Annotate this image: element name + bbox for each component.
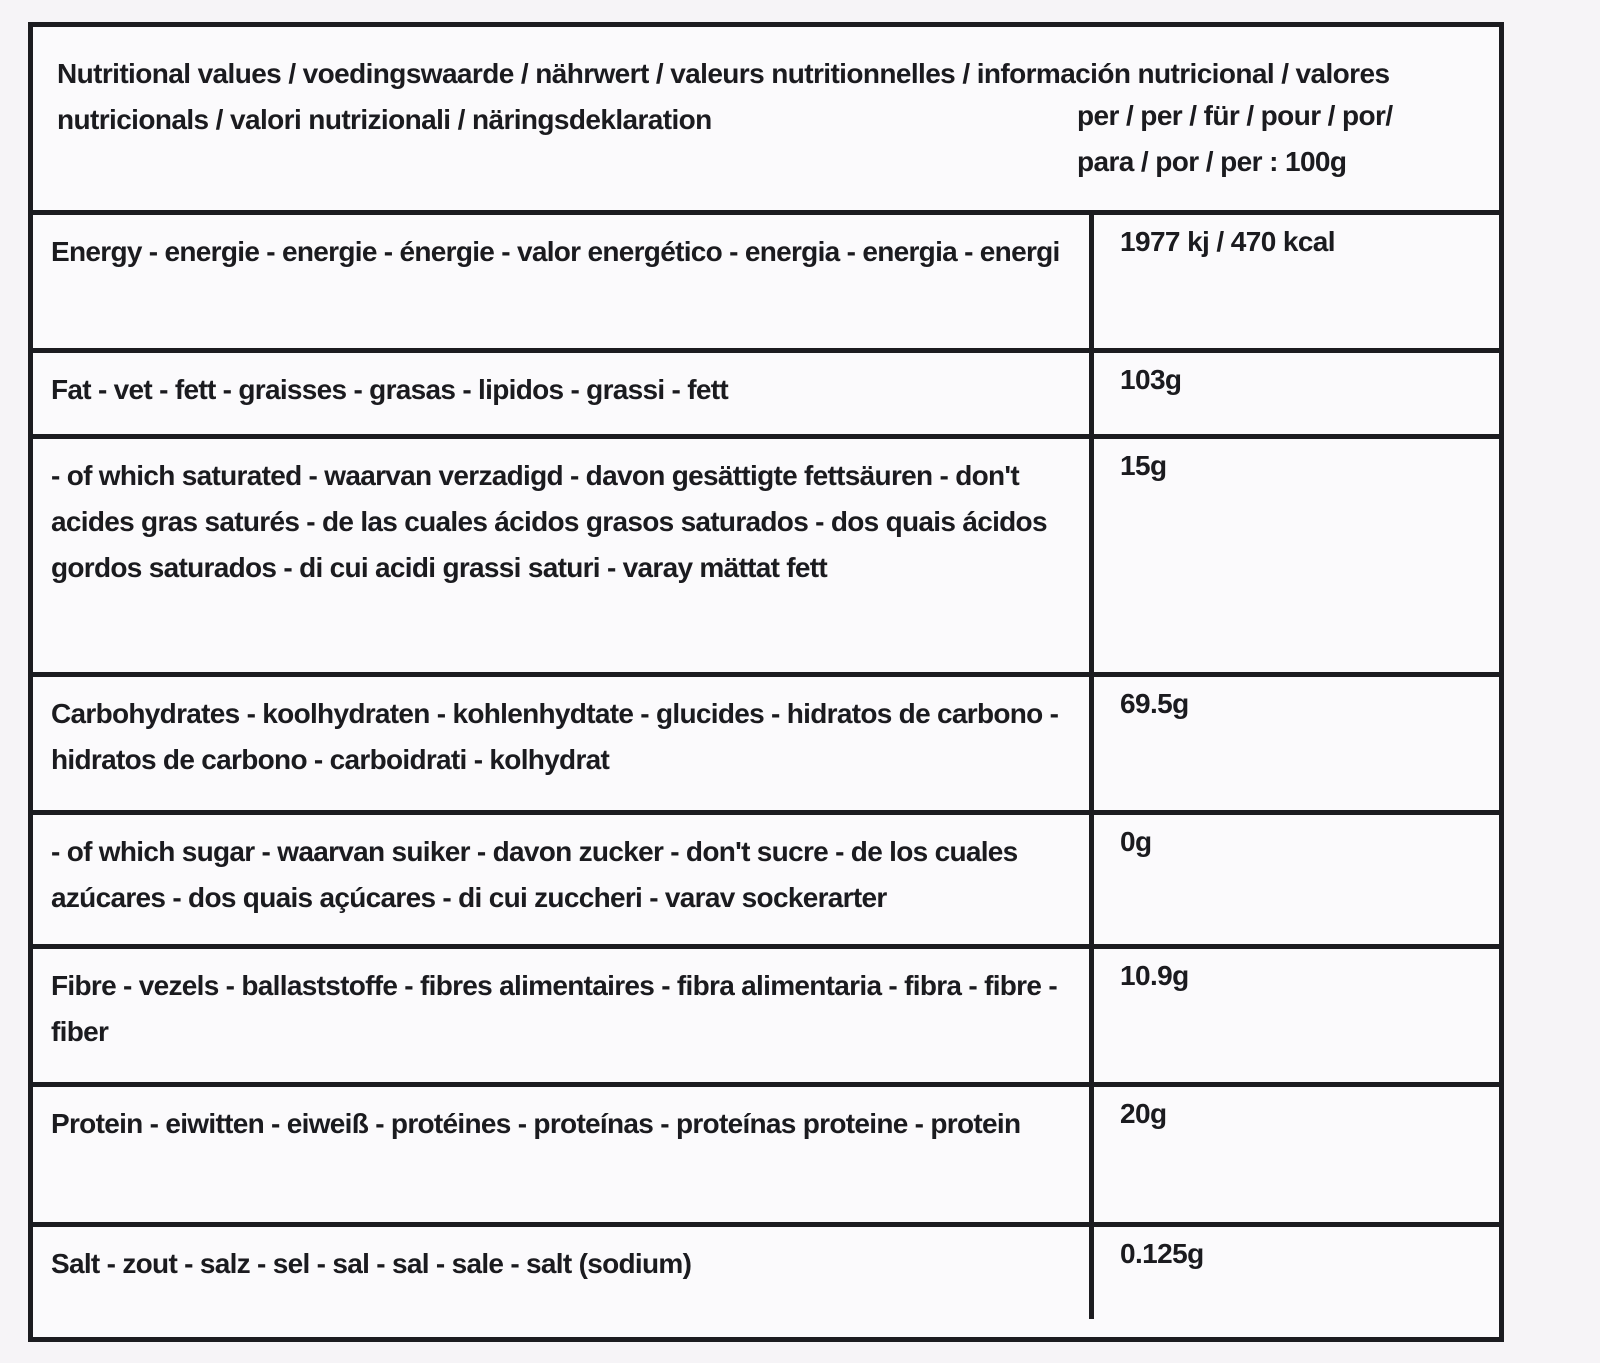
nutrient-name: - of which saturated - waarvan verzadigd - davon gesättigte fettsäuren - don't acides gras saturés - de las cuales ácidos grasos saturados - dos quais ácidos gordos saturados - di cui acidi grassi saturi - varay mättat fett bbox=[33, 439, 1094, 672]
nutrient-value: 0g bbox=[1120, 826, 1152, 857]
table-row-energy bbox=[33, 215, 1499, 353]
nutrient-value: 0.125g bbox=[1120, 1238, 1204, 1269]
nutrient-name: Fibre - vezels - ballaststoffe - fibres alimentaires - fibra alimentaria - fibra - fibre - fiber bbox=[33, 949, 1094, 1082]
table-header bbox=[33, 27, 1499, 215]
nutrient-name: Fat - vet - fett - graisses - grasas - lipidos - grassi - fett bbox=[33, 353, 1094, 434]
nutrient-name: - of which sugar - waarvan suiker - davon zucker - don't sucre - de los cuales azúcares - dos quais açúcares - di cui zuccheri - varav sockerarter bbox=[33, 815, 1094, 944]
header-per-100g: per / per / für / pour / por/ para / por / per : 100g bbox=[1077, 100, 1393, 177]
nutrient-value: 103g bbox=[1120, 364, 1182, 395]
table-row-salt bbox=[33, 1227, 1499, 1319]
table-row-saturated bbox=[33, 439, 1499, 677]
nutrition-table bbox=[33, 215, 1499, 1319]
nutrient-value: 1977 kj / 470 kcal bbox=[1120, 226, 1335, 257]
nutrient-name: Salt - zout - salz - sel - sal - sal - sale - salt (sodium) bbox=[33, 1227, 1094, 1319]
nutrient-name: Energy - energie - energie - énergie - valor energético - energia - energia - energi bbox=[33, 215, 1094, 348]
table-row-carbohydrates bbox=[33, 677, 1499, 815]
header-title: Nutritional values / voedingswaarde / nährwert / valeurs nutritionnelles / información nutricional / valores nutricionals / valori nutrizionali / näringsdeklaration bbox=[57, 58, 1390, 135]
table-row-fibre bbox=[33, 949, 1499, 1087]
nutrient-name: Carbohydrates - koolhydraten - kohlenhydtate - glucides - hidratos de carbono - hidratos de carbono - carboidrati - kolhydrat bbox=[33, 677, 1094, 810]
nutrient-name: Protein - eiwitten - eiweiß - protéines - proteínas - proteínas proteine - protein bbox=[33, 1087, 1094, 1222]
nutrient-value: 69.5g bbox=[1120, 688, 1189, 719]
nutrition-label bbox=[28, 22, 1504, 1342]
nutrient-value: 20g bbox=[1120, 1098, 1167, 1129]
nutrient-value: 15g bbox=[1120, 450, 1167, 481]
table-row-protein bbox=[33, 1087, 1499, 1227]
table-row-fat bbox=[33, 353, 1499, 439]
nutrient-value: 10.9g bbox=[1120, 960, 1189, 991]
table-row-sugar bbox=[33, 815, 1499, 949]
